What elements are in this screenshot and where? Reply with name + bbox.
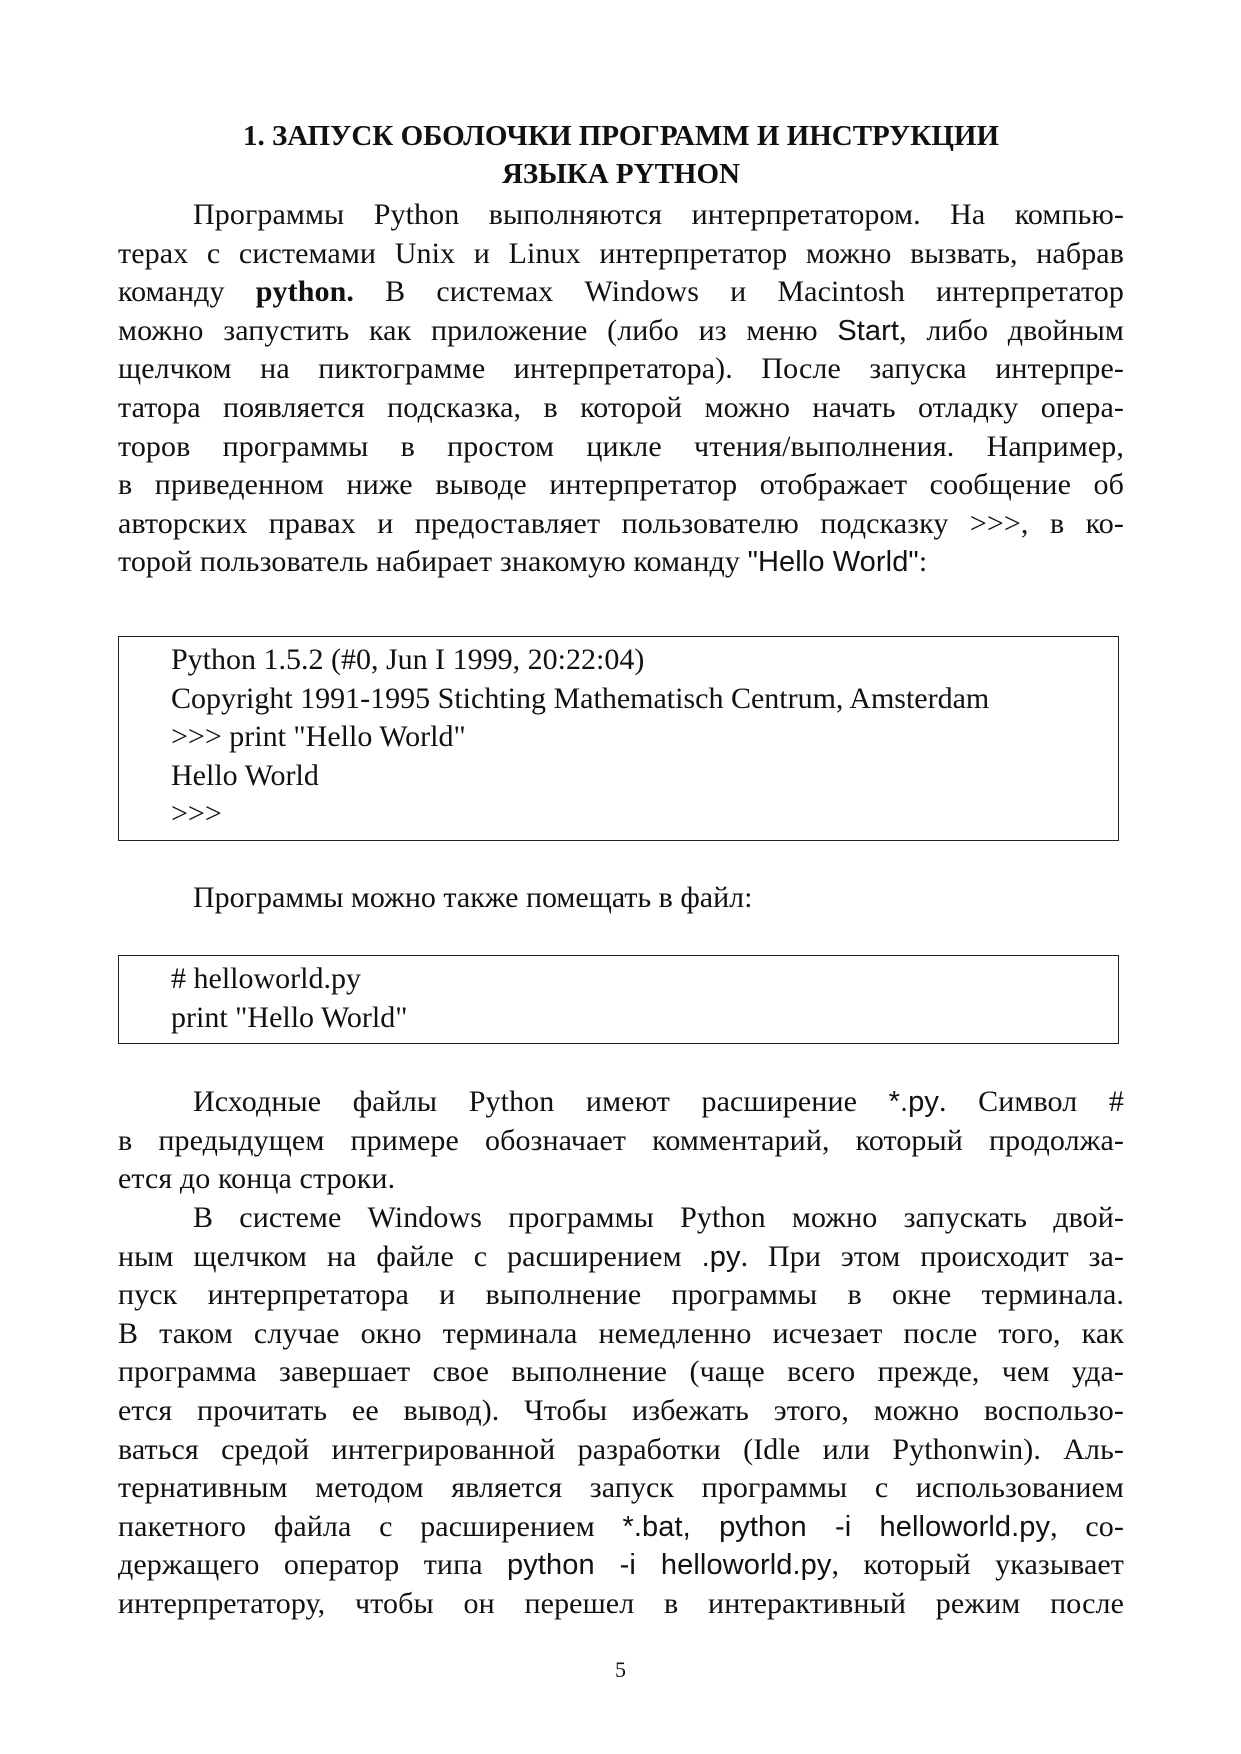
- code-line: Hello World: [171, 758, 319, 792]
- bat-command-term: *.bat, python -i helloworld.py: [622, 1510, 1051, 1543]
- text-line: татора появляется подсказка, в которой можно начать отладку опера-: [118, 390, 1124, 424]
- text-line: В системе Windows программы Python можно запускать двой-: [193, 1201, 1124, 1234]
- paragraph-windows: [118, 1199, 1124, 1624]
- text-line: ется до конца строки.: [118, 1162, 396, 1196]
- code-line: Python 1.5.2 (#0, Jun I 1999, 20:22:04): [171, 643, 645, 676]
- text-line: в приведенном ниже выводе интерпретатор отображает сообщение об: [118, 468, 1124, 502]
- text-line: ется прочитать ее вывод). Чтобы избежать этого, можно воспользо-: [118, 1393, 1124, 1427]
- hello-world-term: "Hello World": [747, 546, 919, 579]
- text-line: авторских правах и предоставляет пользователю подсказку >>>, в ко-: [118, 506, 1124, 540]
- paragraph-extension: [118, 1083, 1124, 1199]
- interpreter-output-box: [118, 636, 1119, 841]
- code-line: >>>: [171, 797, 222, 830]
- code-line: Copyright 1991-1995 Stichting Mathematisch Centrum, Amsterdam: [171, 681, 990, 715]
- text-line: торой пользователь набирает знакомую команду "Hello World":: [118, 545, 928, 579]
- title-line-1: 1. ЗАПУСК ОБОЛОЧКИ ПРОГРАММ И ИНСТРУКЦИИ: [242, 120, 1000, 152]
- text-line: пуск интерпретатора и выполнение программы в окне терминала.: [118, 1278, 1124, 1312]
- text-line: ным щелчком на файле с расширением .py. При этом происходит за-: [118, 1239, 1124, 1273]
- paragraph-file: Программы можно также помещать в файл:: [193, 881, 753, 914]
- python-command-term: python -i helloworld.py: [507, 1549, 832, 1582]
- py-extension-term: *.py: [888, 1086, 939, 1118]
- page-title: [118, 117, 1124, 193]
- text-line: программа завершает свое выполнение (чаще всего прежде, чем уда-: [118, 1355, 1124, 1389]
- page-number: 5: [615, 1657, 626, 1682]
- text-line: держащего оператор типа python -i helloworld.py, который указывает: [118, 1548, 1125, 1582]
- text-line: терах с системами Unix и Linux интерпретатор можно вызвать, набрав: [118, 236, 1124, 270]
- paragraph-intro: [118, 196, 1124, 582]
- text-line: Исходные файлы Python имеют расширение *.py. Символ #: [193, 1085, 1124, 1118]
- text-line: ваться средой интегрированной разработки (Idle или Pythonwin). Аль-: [118, 1432, 1124, 1466]
- text-line: тернативным методом является запуск программы с использованием: [118, 1471, 1124, 1505]
- code-line: # helloworld.py: [171, 962, 361, 995]
- menu-start-term: Start: [837, 314, 900, 347]
- code-line: print "Hello World": [171, 1000, 408, 1034]
- text-line: пакетного файла с расширением *.bat, python -i helloworld.py, со-: [118, 1509, 1124, 1543]
- code-line: >>> print "Hello World": [171, 720, 466, 753]
- text-line: В таком случае окно терминала немедленно исчезает после того, как: [118, 1316, 1124, 1350]
- text-line: щелчком на пиктограмме интерпретатора). После запуска интерпре-: [118, 352, 1124, 386]
- text-line: Программы Python выполняются интерпретатором. На компью-: [193, 198, 1124, 231]
- py-extension-term: .py: [701, 1240, 741, 1273]
- text-line: можно запустить как приложение (либо из меню Start, либо двойным: [118, 313, 1124, 347]
- text-line: команду python. В системах Windows и Macintosh интерпретатор: [118, 275, 1124, 309]
- title-line-2: ЯЗЫКА PYTHON: [501, 158, 740, 190]
- text-line: торов программы в простом цикле чтения/выполнения. Например,: [118, 429, 1124, 463]
- command-python: python.: [255, 275, 354, 309]
- file-code-box: [118, 955, 1119, 1044]
- text-line: интерпретатору, чтобы он перешел в интерактивный режим после: [118, 1586, 1124, 1620]
- text-line: в предыдущем примере обозначает комментарий, который продолжа-: [118, 1123, 1124, 1157]
